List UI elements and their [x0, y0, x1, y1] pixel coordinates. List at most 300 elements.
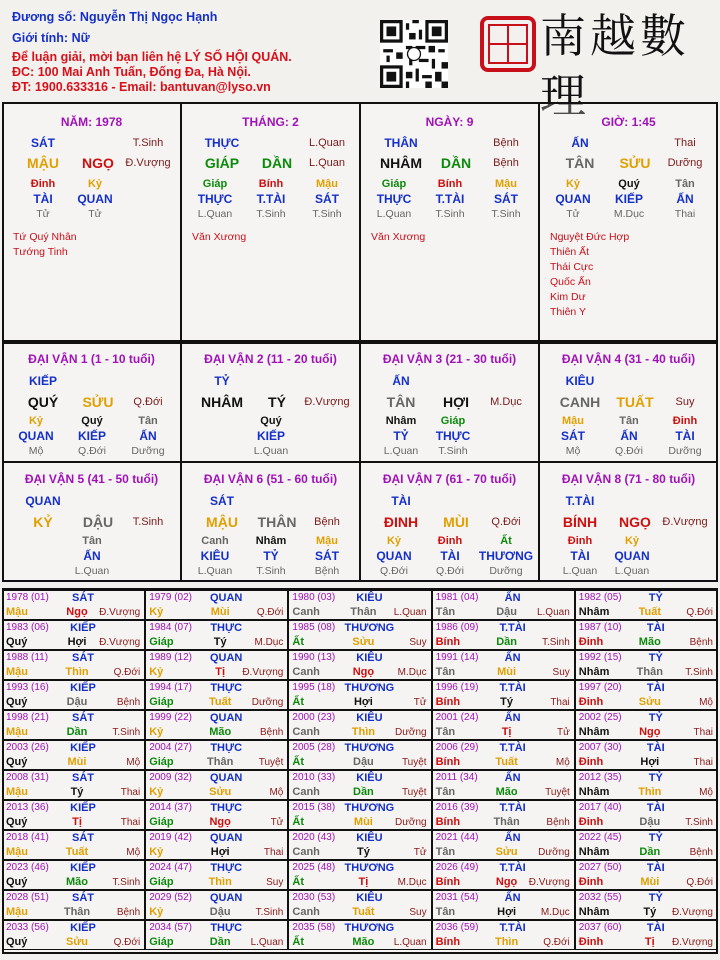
year-label: 1983 (06)	[6, 622, 49, 633]
year-cell[interactable]	[145, 710, 288, 740]
year-label: 2025 (48)	[292, 862, 336, 873]
year-stem: Quý	[6, 756, 28, 768]
year-cell[interactable]	[432, 890, 575, 920]
hidden-god: TÀI	[33, 192, 53, 206]
year-cell[interactable]	[575, 770, 718, 800]
year-god: ẤN	[504, 592, 521, 604]
year-god: TÀI	[646, 862, 665, 874]
year-god: SÁT	[72, 772, 94, 784]
year-stem: Tân	[435, 906, 456, 918]
pillar-title: NĂM: 1978	[60, 115, 123, 129]
year-god: TÀI	[646, 682, 665, 694]
year-phase: Tử	[413, 697, 427, 708]
year-phase: Mộ	[699, 787, 713, 798]
year-stem: Kỷ	[149, 726, 164, 738]
year-branch: Mão	[495, 786, 518, 798]
hidden-phase: L.Quan	[383, 445, 419, 457]
year-god: KIẾP	[70, 862, 96, 874]
year-phase: Đ.Vượng	[671, 937, 713, 948]
dai-van-phase: M.Dục	[490, 396, 522, 408]
year-god: THƯƠNG	[344, 922, 395, 934]
year-cell[interactable]	[2, 650, 145, 680]
year-phase: Thai	[693, 757, 713, 768]
year-label: 2032 (55)	[578, 892, 622, 903]
pillar-phase: Đ.Vượng	[125, 157, 171, 169]
year-god: KIÊU	[356, 592, 383, 604]
pillar-branch: SỬU	[619, 155, 651, 171]
year-god: THỰC	[210, 742, 243, 754]
year-cell[interactable]	[432, 800, 575, 830]
year-phase: T.Sinh	[685, 817, 713, 828]
year-phase: Bệnh	[260, 727, 284, 738]
hidden-phase: Q.Đới	[615, 445, 643, 457]
red-seal-stamp	[478, 14, 538, 74]
year-stem: Quý	[6, 636, 28, 648]
year-cell[interactable]	[2, 920, 145, 950]
year-cell[interactable]	[288, 590, 431, 620]
year-god: SÁT	[72, 712, 94, 724]
hidden-stem: Giáp	[440, 415, 466, 427]
year-cell[interactable]	[288, 680, 431, 710]
year-phase: Mộ	[126, 757, 141, 768]
year-cell[interactable]	[432, 830, 575, 860]
year-branch: Thân	[493, 816, 520, 828]
year-label: 1991 (14)	[435, 652, 479, 663]
year-label: 1986 (09)	[435, 622, 479, 633]
hidden-stem: Kỷ	[565, 178, 581, 190]
year-cell[interactable]	[575, 680, 718, 710]
year-stem: Mậu	[6, 606, 28, 618]
year-stem: Giáp	[149, 636, 174, 648]
year-stem: Kỷ	[149, 606, 164, 618]
year-cell[interactable]	[145, 680, 288, 710]
dai-van-title: ĐẠI VẬN 8 (71 - 80 tuổi)	[561, 472, 696, 486]
hidden-phase: T.Sinh	[312, 208, 342, 220]
year-cell[interactable]	[288, 890, 431, 920]
year-cell[interactable]	[432, 620, 575, 650]
dai-van-god: KIẾP	[28, 374, 58, 388]
year-branch: Sửu	[352, 636, 375, 648]
year-branch: Tuất	[638, 606, 661, 618]
year-branch: Thân	[350, 606, 377, 618]
hidden-stem: Đinh	[672, 415, 698, 427]
year-cell[interactable]	[575, 710, 718, 740]
year-phase: Tuyệt	[545, 787, 570, 798]
year-cell[interactable]	[575, 620, 718, 650]
year-phase: Thai	[263, 847, 284, 858]
year-cell[interactable]	[145, 920, 288, 950]
year-stem: Canh	[292, 786, 320, 798]
year-branch: Dần	[496, 636, 517, 648]
year-label: 2005 (28)	[292, 742, 336, 753]
hidden-stem: Kỷ	[87, 178, 103, 190]
year-stem: Quý	[6, 816, 28, 828]
dai-van-phase: Bệnh	[314, 516, 340, 528]
year-label: 2023 (46)	[6, 862, 49, 873]
year-phase: Q.Đới	[543, 937, 570, 948]
year-cell[interactable]	[2, 860, 145, 890]
hidden-phase: Bệnh	[314, 565, 340, 577]
year-stem: Quý	[6, 876, 28, 888]
year-cell[interactable]	[432, 860, 575, 890]
year-god: KIẾP	[70, 922, 96, 934]
year-stem: Đinh	[578, 756, 604, 768]
dai-van-2	[181, 342, 360, 462]
hidden-phase: L.Quan	[197, 208, 233, 220]
year-branch: Tị	[501, 726, 512, 738]
year-god: ẤN	[504, 832, 521, 844]
year-cell[interactable]	[2, 890, 145, 920]
pillar-phase: Bệnh	[493, 157, 519, 169]
star-note: Văn Xương	[371, 231, 426, 243]
year-stem: Đinh	[578, 876, 604, 888]
pillar-title: NGÀY: 9	[425, 115, 474, 129]
year-branch: Dậu	[353, 756, 374, 768]
year-cell[interactable]	[288, 800, 431, 830]
year-branch: Dần	[639, 846, 661, 858]
year-stem: Ất	[292, 636, 304, 648]
dai-van-branch: HỢI	[443, 394, 469, 410]
year-phase: Q.Đới	[686, 877, 713, 888]
hidden-phase: L.Quan	[376, 208, 412, 220]
year-god: QUAN	[209, 892, 243, 904]
year-label: 2021 (44)	[435, 832, 479, 843]
year-stem: Nhâm	[578, 846, 610, 858]
year-branch: Hợi	[497, 906, 517, 918]
hidden-god: QUAN	[555, 192, 591, 206]
year-god: KIẾP	[70, 802, 96, 814]
year-cell[interactable]	[288, 650, 431, 680]
hidden-god: KIẾP	[256, 429, 286, 443]
year-cell[interactable]	[2, 710, 145, 740]
star-note: Tướng Tinh	[13, 246, 68, 258]
star-note: Thái Cực	[550, 261, 594, 273]
year-label: 2035 (58)	[292, 922, 336, 933]
hidden-phase: L.Quan	[197, 565, 233, 577]
year-branch: Dậu	[639, 816, 661, 828]
hidden-god: KIẾP	[614, 192, 644, 206]
hidden-phase: L.Quan	[614, 565, 650, 577]
year-cell[interactable]	[145, 800, 288, 830]
hidden-god: SÁT	[315, 549, 339, 563]
hidden-stem: Nhâm	[385, 415, 417, 427]
year-stem: Bính	[435, 636, 461, 648]
year-god: SÁT	[72, 592, 94, 604]
hidden-stem: Đinh	[567, 535, 593, 547]
year-label: 1997 (20)	[578, 682, 622, 693]
year-stem: Đinh	[578, 816, 604, 828]
year-cell[interactable]	[575, 920, 718, 950]
year-god: THƯƠNG	[344, 862, 395, 874]
dai-van-stem: QUÝ	[27, 394, 59, 410]
year-cell[interactable]	[145, 740, 288, 770]
year-god: KIÊU	[356, 892, 383, 904]
year-god: KIÊU	[356, 772, 383, 784]
year-branch: Ngọ	[495, 876, 518, 888]
year-stem: Giáp	[149, 756, 174, 768]
year-cell[interactable]	[2, 830, 145, 860]
year-label: 1992 (15)	[578, 652, 622, 663]
star-note: Văn Xương	[192, 231, 247, 243]
hidden-god: THỰC	[435, 429, 471, 443]
year-stem: Bính	[435, 756, 461, 768]
year-phase: Tuyệt	[258, 757, 284, 768]
hidden-god: QUAN	[376, 549, 412, 563]
year-cell[interactable]	[432, 920, 575, 950]
year-cell[interactable]	[575, 890, 718, 920]
pillar-title: THÁNG: 2	[242, 115, 299, 129]
year-cell[interactable]	[288, 710, 431, 740]
year-label: 2007 (30)	[578, 742, 622, 753]
year-phase: Tử	[270, 817, 284, 828]
year-god: KIẾP	[70, 682, 96, 694]
year-cell[interactable]	[288, 830, 431, 860]
year-branch: Thìn	[351, 726, 375, 738]
hidden-phase: Q.Đới	[380, 565, 408, 577]
year-phase: Q.Đới	[686, 607, 713, 618]
year-phase: M.Dục	[397, 877, 427, 888]
dai-van-5	[2, 462, 181, 582]
year-branch: Mùi	[67, 756, 87, 768]
year-label: 1998 (21)	[6, 712, 49, 723]
hidden-god: THƯƠNG	[478, 549, 534, 563]
year-stem: Mậu	[6, 666, 28, 678]
pillar-phase-top: L.Quan	[308, 137, 346, 149]
dai-van-title: ĐẠI VẬN 5 (41 - 50 tuổi)	[24, 472, 159, 486]
year-branch: Tị	[358, 876, 369, 888]
dai-van-god: SÁT	[210, 494, 234, 508]
hidden-phase: T.Sinh	[256, 565, 286, 577]
year-stem: Giáp	[149, 936, 174, 948]
year-cell[interactable]	[145, 650, 288, 680]
hidden-god: SÁT	[561, 429, 585, 443]
year-label: 1994 (17)	[149, 682, 192, 693]
year-cell[interactable]	[288, 740, 431, 770]
year-label: 2004 (27)	[149, 742, 192, 753]
year-phase: Bệnh	[546, 817, 570, 828]
hidden-stem: Quý	[260, 415, 282, 427]
year-stem: Tân	[435, 666, 456, 678]
year-label: 2027 (50)	[578, 862, 622, 873]
year-branch: Tý	[356, 846, 370, 858]
year-stem: Canh	[292, 846, 320, 858]
year-cell[interactable]	[288, 920, 431, 950]
year-god: THỰC	[210, 802, 243, 814]
star-note: Tứ Quý Nhân	[13, 231, 77, 243]
year-cell[interactable]	[2, 590, 145, 620]
hidden-god: T.TÀI	[256, 192, 286, 206]
year-label: 2034 (57)	[149, 922, 192, 933]
year-cell[interactable]	[432, 710, 575, 740]
star-note: Thiên Ất	[550, 246, 590, 258]
hidden-phase: T.Sinh	[438, 445, 468, 457]
year-cell[interactable]	[2, 680, 145, 710]
year-god: ẤN	[504, 652, 521, 664]
year-label: 1985 (08)	[292, 622, 336, 633]
hidden-stem: Mậu	[562, 415, 584, 427]
dai-van-title: ĐẠI VẬN 1 (1 - 10 tuổi)	[28, 352, 155, 366]
year-god: T.TÀI	[499, 862, 526, 874]
pillar-stem: NHÂM	[380, 155, 422, 171]
hidden-phase: L.Quan	[74, 565, 110, 577]
qr-code[interactable]	[380, 20, 448, 88]
year-stem: Đinh	[578, 696, 604, 708]
hidden-phase: Thai	[674, 208, 696, 220]
year-cell[interactable]	[145, 860, 288, 890]
year-cell[interactable]	[575, 590, 718, 620]
year-branch: Sửu	[65, 936, 89, 948]
year-cell[interactable]	[432, 770, 575, 800]
year-phase: T.Sinh	[112, 877, 141, 888]
pillar-4	[539, 102, 718, 342]
year-cell[interactable]	[575, 860, 718, 890]
year-branch: Dần	[209, 936, 231, 948]
year-phase: Mộ	[555, 757, 570, 768]
year-cell[interactable]	[432, 650, 575, 680]
year-stem: Mậu	[6, 726, 28, 738]
year-label: 2028 (51)	[6, 892, 49, 903]
year-god: KIẾP	[70, 742, 96, 754]
year-branch: Sửu	[209, 786, 232, 798]
year-phase: Đ.Vượng	[242, 667, 284, 678]
dai-van-phase: Q.Đới	[491, 516, 521, 528]
year-god: TỶ	[648, 712, 663, 724]
hidden-god: QUAN	[614, 549, 650, 563]
year-cell[interactable]	[575, 650, 718, 680]
year-cell[interactable]	[2, 620, 145, 650]
pillar-stem: GIÁP	[204, 155, 240, 171]
year-cell[interactable]	[575, 740, 718, 770]
year-stem: Giáp	[149, 816, 174, 828]
year-phase: Tử	[556, 727, 570, 738]
dai-van-branch: TÝ	[268, 394, 286, 410]
dai-van-god: T.TÀI	[565, 494, 595, 508]
year-cell[interactable]	[2, 740, 145, 770]
year-phase: Đ.Vượng	[99, 637, 141, 648]
year-cell[interactable]	[145, 830, 288, 860]
year-god: QUAN	[209, 592, 243, 604]
year-phase: Tuyệt	[401, 787, 427, 798]
star-note: Kim Dư	[550, 291, 586, 303]
dai-van-phase: Đ.Vượng	[304, 396, 350, 408]
year-stem: Tân	[435, 846, 456, 858]
year-god: TÀI	[646, 742, 665, 754]
year-god: SÁT	[72, 832, 94, 844]
year-god: T.TÀI	[499, 802, 526, 814]
year-cell[interactable]	[288, 770, 431, 800]
year-god: QUAN	[209, 712, 243, 724]
hidden-phase: Dưỡng	[131, 445, 165, 457]
year-cell[interactable]	[432, 740, 575, 770]
year-cell[interactable]	[432, 680, 575, 710]
year-label: 2017 (40)	[578, 802, 622, 813]
year-branch: Mão	[638, 636, 661, 648]
year-phase: Thai	[550, 697, 570, 708]
year-cell[interactable]	[2, 800, 145, 830]
dai-van-stem: NHÂM	[201, 394, 243, 410]
year-cell[interactable]	[145, 770, 288, 800]
year-stem: Nhâm	[578, 726, 610, 738]
year-cell[interactable]	[145, 620, 288, 650]
year-cell[interactable]	[575, 830, 718, 860]
hidden-god: ẤN	[676, 192, 694, 206]
year-stem: Canh	[292, 726, 320, 738]
year-god: TỶ	[648, 592, 663, 604]
year-stem: Canh	[292, 666, 320, 678]
year-cell[interactable]	[288, 860, 431, 890]
year-stem: Quý	[6, 696, 28, 708]
year-label: 2009 (32)	[149, 772, 192, 783]
year-phase: L.Quan	[250, 937, 284, 948]
hidden-stem: Mậu	[316, 178, 338, 190]
year-phase: Đ.Vượng	[671, 907, 713, 918]
year-cell[interactable]	[2, 770, 145, 800]
year-phase: Thai	[120, 817, 141, 828]
year-branch: Ngọ	[209, 816, 231, 828]
hidden-god: KIẾP	[77, 429, 107, 443]
year-branch: Tý	[213, 636, 227, 648]
year-god: T.TÀI	[499, 682, 526, 694]
dai-van-stem: MẬU	[206, 514, 238, 530]
year-cell[interactable]	[145, 890, 288, 920]
year-branch: Sửu	[495, 846, 518, 858]
hidden-phase: Tử	[566, 208, 580, 220]
year-god: THỰC	[210, 622, 243, 634]
dai-van-branch: TUẤT	[616, 394, 654, 410]
year-branch: Mão	[352, 936, 375, 948]
year-label: 2015 (38)	[292, 802, 336, 813]
year-cell[interactable]	[288, 620, 431, 650]
year-stem: Nhâm	[578, 666, 610, 678]
year-stem: Mậu	[6, 786, 28, 798]
dai-van-title: ĐẠI VẬN 6 (51 - 60 tuổi)	[203, 472, 338, 486]
hidden-phase: Tử	[36, 208, 50, 220]
year-branch: Thân	[636, 666, 663, 678]
year-god: THƯƠNG	[344, 742, 395, 754]
dai-van-god: QUAN	[25, 494, 61, 508]
year-label: 1996 (19)	[435, 682, 479, 693]
year-stem: Canh	[292, 906, 320, 918]
year-branch: Dậu	[66, 696, 88, 708]
year-label: 2022 (45)	[578, 832, 622, 843]
year-phase: T.Sinh	[685, 667, 713, 678]
hidden-god: ẤN	[139, 429, 157, 443]
year-phase: Suy	[409, 907, 427, 918]
dai-van-phase: Suy	[675, 396, 695, 408]
year-branch: Hợi	[67, 636, 87, 648]
year-phase: Tuyệt	[401, 757, 427, 768]
year-god: QUAN	[209, 772, 243, 784]
year-stem: Nhâm	[578, 786, 610, 798]
year-phase: Bệnh	[689, 847, 713, 858]
hidden-god: THỰC	[197, 192, 233, 206]
year-cell[interactable]	[432, 590, 575, 620]
year-branch: Tý	[500, 696, 514, 708]
year-cell[interactable]	[575, 800, 718, 830]
hidden-god: KIÊU	[200, 549, 230, 563]
year-god: TÀI	[646, 622, 665, 634]
year-label: 1993 (16)	[6, 682, 49, 693]
year-label: 2024 (47)	[149, 862, 192, 873]
year-god: SÁT	[72, 652, 94, 664]
year-phase: Suy	[552, 667, 570, 678]
hidden-god: TỶ	[393, 429, 409, 443]
year-label: 2010 (33)	[292, 772, 336, 783]
year-phase: Bệnh	[116, 697, 141, 708]
year-cell[interactable]	[145, 590, 288, 620]
year-branch: Mùi	[497, 666, 517, 678]
gender: Giới tính: Nữ	[12, 31, 90, 45]
